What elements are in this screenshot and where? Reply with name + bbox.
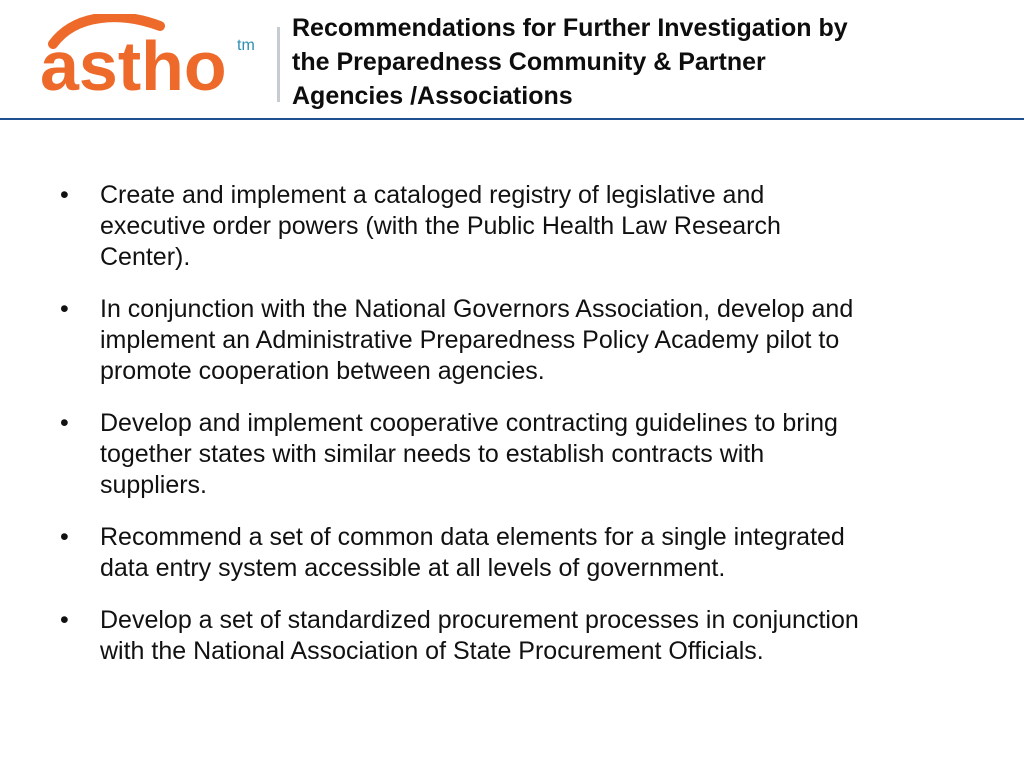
recommendation-item: [0, 294, 980, 387]
recommendation-item: [0, 605, 980, 667]
svg-text:astho: [40, 27, 227, 96]
slide-title: [292, 11, 992, 113]
recommendation-line: promote cooperation between agencies.: [100, 357, 545, 385]
recommendation-line: suppliers.: [100, 471, 207, 499]
astho-logo-mark: [40, 14, 270, 96]
recommendation-line: together states with similar needs to establish contracts with: [100, 440, 765, 468]
trademark-symbol: tm: [237, 37, 255, 54]
recommendation-line: data entry system accessible at all levels of government.: [100, 554, 726, 582]
recommendation-line: Center).: [100, 243, 191, 271]
title-line-1: Recommendations for Further Investigation by: [292, 14, 848, 42]
recommendation-item: [0, 408, 980, 501]
recommendation-line: Recommend a set of common data elements for a single integrated: [100, 523, 845, 551]
recommendation-line: Develop a set of standardized procurement processes in conjunction: [100, 606, 859, 634]
recommendations-list: [0, 180, 1024, 667]
bullet-icon: •: [60, 523, 69, 551]
slide-header: [0, 0, 1024, 120]
recommendation-line: implement an Administrative Preparedness Policy Academy pilot to: [100, 326, 840, 354]
astho-logo: [40, 14, 270, 96]
bullet-icon: •: [60, 409, 69, 437]
title-line-3: Agencies /Associations: [292, 82, 573, 110]
logo-letters-orange: astho: [40, 27, 227, 96]
slide-body: [0, 180, 1024, 688]
bullet-icon: •: [60, 606, 69, 634]
recommendation-line: with the National Association of State Procurement Officials.: [100, 637, 764, 665]
recommendation-line: Develop and implement cooperative contracting guidelines to bring: [100, 409, 838, 437]
bullet-icon: •: [60, 295, 69, 323]
recommendation-item: [0, 180, 980, 273]
header-rule: [0, 118, 1024, 120]
recommendation-line: In conjunction with the National Governors Association, develop and: [100, 295, 854, 323]
bullet-icon: •: [60, 181, 69, 209]
title-line-2: the Preparedness Community & Partner: [292, 48, 766, 76]
recommendation-line: executive order powers (with the Public Health Law Research: [100, 212, 781, 240]
recommendation-line: Create and implement a cataloged registry of legislative and: [100, 181, 765, 209]
recommendation-item: [0, 522, 980, 584]
logo-divider: [277, 27, 280, 102]
